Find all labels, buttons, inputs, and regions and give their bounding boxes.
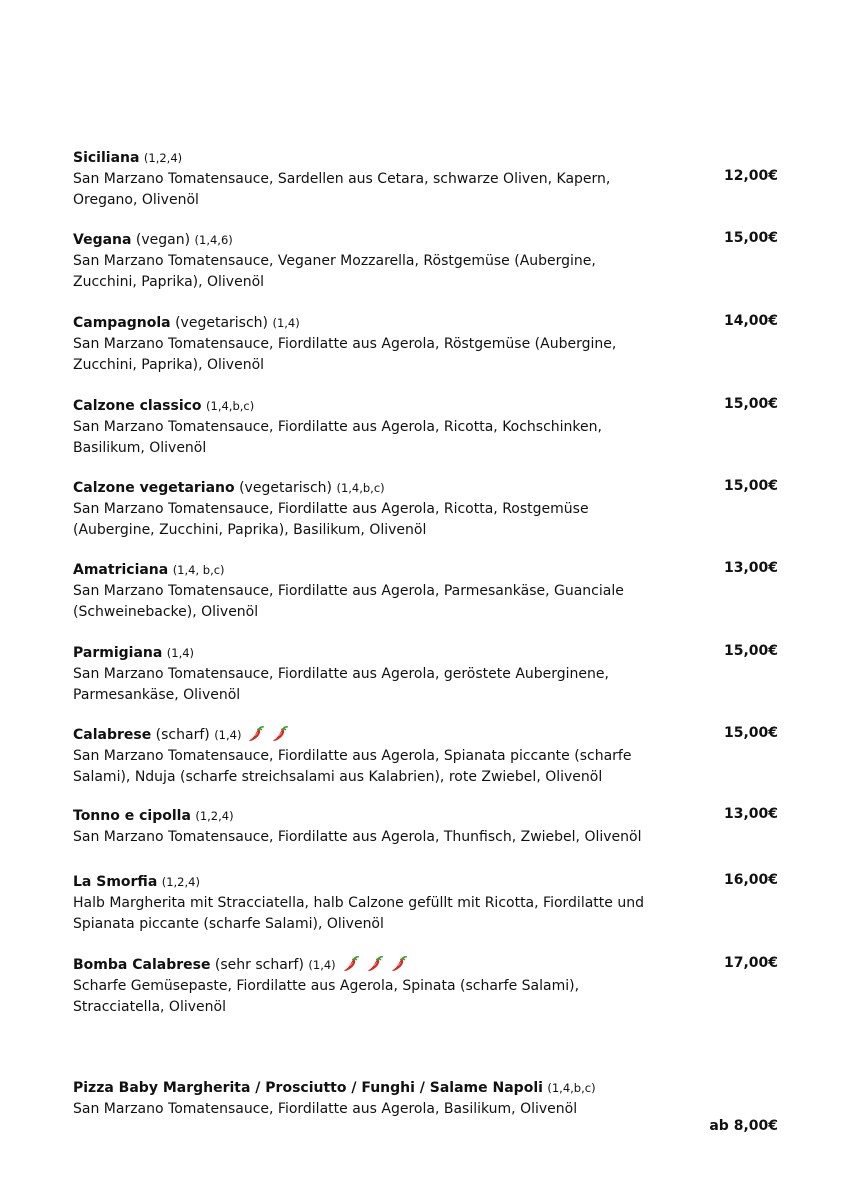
menu-item-title-line (73, 478, 778, 499)
menu-item (73, 725, 778, 788)
menu-item-title-line (73, 313, 778, 334)
menu-item-description: San Marzano Tomatensauce, Fiordilatte aus Agerola, Ricotta, Rostgemüse (Aubergine, Zucchini, Paprika), Basilikum, Olivenöl (73, 501, 589, 538)
menu-item-name: Calzone classico (73, 398, 202, 414)
chili-pepper-icon (390, 955, 408, 973)
menu-item-description: San Marzano Tomatensauce, Sardellen aus Cetara, schwarze Oliven, Kapern, Oregano, Olivenöl (73, 171, 611, 208)
menu-item-price: ab 8,00€ (709, 1118, 778, 1134)
menu-item-description: San Marzano Tomatensauce, Fiordilatte aus Agerola, Ricotta, Kochschinken, Basilikum, Olivenöl (73, 419, 602, 456)
menu-item-name: Bomba Calabrese (73, 957, 211, 973)
menu-item (73, 396, 778, 459)
menu-item-description: San Marzano Tomatensauce, Fiordilatte aus Agerola, Röstgemüse (Aubergine, Zucchini, Paprika), Olivenöl (73, 336, 617, 373)
menu-item-description: San Marzano Tomatensauce, Fiordilatte aus Agerola, geröstete Auberginene, Parmesankäse, Olivenöl (73, 666, 609, 703)
menu-item-allergen-codes: (1,4) (214, 728, 242, 742)
menu-item-name: Siciliana (73, 150, 140, 166)
menu-item-name: Amatriciana (73, 562, 169, 578)
menu-item-title-line (73, 806, 778, 827)
menu-item-note: (sehr scharf) (214, 957, 304, 973)
menu-item-price: 12,00€ (723, 168, 778, 184)
menu-item-allergen-codes: (1,4,b,c) (547, 1081, 596, 1095)
menu-item-description: San Marzano Tomatensauce, Fiordilatte aus Agerola, Parmesankäse, Guanciale (Schweinebacke), Olivenöl (73, 583, 624, 620)
menu-item-price: 15,00€ (723, 478, 778, 494)
menu-item-description: San Marzano Tomatensauce, Veganer Mozzarella, Röstgemüse (Aubergine, Zucchini, Paprika), Olivenöl (73, 253, 596, 290)
menu-item-allergen-codes: (1,4,b,c) (206, 399, 255, 413)
menu-item-name: Tonno e cipolla (73, 808, 191, 824)
menu-item-name: Calzone vegetariano (73, 480, 235, 496)
menu-item-note: (vegetarisch) (239, 480, 332, 496)
menu-item-name: Pizza Baby Margherita / Prosciutto / Funghi / Salame Napoli (73, 1080, 543, 1096)
menu-item-title-line (73, 1078, 778, 1099)
menu-item-name: La Smorfia (73, 874, 158, 890)
chili-pepper-icon (366, 955, 384, 973)
menu-item-name: Parmigiana (73, 645, 163, 661)
menu-item-description: San Marzano Tomatensauce, Fiordilatte aus Agerola, Spianata piccante (scharfe Salami), Nduja (scharfe streichsalami aus Kalabrien), rote Zwiebel, Olivenöl (73, 748, 632, 785)
menu-item-price: 15,00€ (723, 725, 778, 741)
menu-item-allergen-codes: (1,4) (166, 646, 195, 660)
chili-pepper-icon (271, 725, 289, 743)
menu-item-name: Campagnola (73, 315, 171, 331)
menu-item (73, 478, 778, 541)
menu-item-allergen-codes: (1,4,b,c) (336, 481, 385, 495)
menu-item (73, 955, 778, 1018)
menu-item-price: 17,00€ (723, 955, 778, 971)
menu-item-price: 13,00€ (723, 560, 778, 576)
menu-item-allergen-codes: (1,4, b,c) (172, 563, 225, 577)
menu-item-title-line (73, 560, 778, 581)
menu-item (73, 872, 778, 935)
menu-item-allergen-codes: (1,2,4) (143, 151, 183, 165)
menu-item-title-line (73, 230, 778, 251)
menu-item-name: Vegana (73, 232, 132, 248)
menu-item (73, 313, 778, 376)
menu-item-price: 14,00€ (723, 313, 778, 329)
menu-item-price: 13,00€ (723, 806, 778, 822)
menu-item-name: Calabrese (73, 727, 152, 743)
menu-item-price: 15,00€ (723, 230, 778, 246)
menu-item-title-line (73, 643, 778, 664)
menu-item-description: Scharfe Gemüsepaste, Fiordilatte aus Agerola, Spinata (scharfe Salami), Stracciatella, Olivenöl (73, 978, 580, 1015)
menu-item (73, 148, 778, 211)
menu-item-title-line (73, 955, 778, 976)
menu-item-allergen-codes: (1,4,6) (194, 233, 233, 247)
menu-item-description: Halb Margherita mit Stracciatella, halb Calzone gefüllt mit Ricotta, Fiordilatte und Spianata piccante (scharfe Salami), Olivenöl (73, 895, 644, 932)
menu-item-note: (scharf) (155, 727, 210, 743)
menu-item-allergen-codes: (1,2,4) (161, 875, 200, 889)
menu-item-note: (vegan) (135, 232, 191, 248)
chili-pepper-icon (247, 725, 265, 743)
menu-item (73, 1078, 778, 1134)
menu-item-note: (vegetarisch) (175, 315, 268, 331)
menu-item-price: 15,00€ (723, 643, 778, 659)
menu-item-title-line (73, 148, 778, 169)
menu-item (73, 806, 778, 848)
menu-item-allergen-codes: (1,4) (272, 316, 300, 330)
menu-item (73, 643, 778, 706)
menu-item-description: San Marzano Tomatensauce, Fiordilatte aus Agerola, Thunfisch, Zwiebel, Olivenöl (73, 829, 642, 845)
menu-item-title-line (73, 396, 778, 417)
menu-item-price: 15,00€ (723, 396, 778, 412)
menu-item-title-line (73, 725, 778, 746)
menu-item (73, 230, 778, 293)
menu-item-description: San Marzano Tomatensauce, Fiordilatte aus Agerola, Basilikum, Olivenöl (73, 1101, 578, 1117)
menu-item-price: 16,00€ (723, 872, 778, 888)
chili-pepper-icon (342, 955, 360, 973)
menu-item-title-line (73, 872, 778, 893)
menu-item-allergen-codes: (1,2,4) (195, 809, 234, 823)
menu-item (73, 560, 778, 623)
menu-item-allergen-codes: (1,4) (308, 958, 336, 972)
